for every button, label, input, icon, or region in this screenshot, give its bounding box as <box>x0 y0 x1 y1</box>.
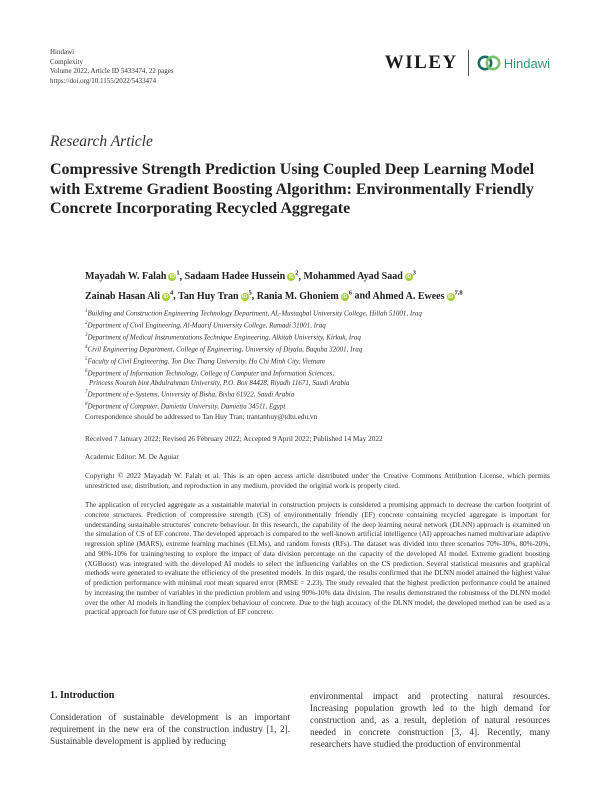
author-affiliation-number: 4 <box>170 289 174 297</box>
meta-volume: Volume 2022, Article ID 5433474, 22 pages <box>50 67 174 75</box>
copyright-notice: Copyright © 2022 Mayadah W. Falah et al. This is an open access article distributed under the Creative Commons Attribution License, which permits unrestricted use, distribution, and reproduction in any medium, provided the original work is properly cited. <box>85 471 550 490</box>
author-affiliation-number: 1 <box>176 270 180 277</box>
author-affiliation-number: 2 <box>295 270 299 277</box>
orcid-icon[interactable]: iD <box>342 293 348 300</box>
hindawi-wordmark: Hindawi <box>503 55 550 71</box>
author-name: Zainab Hasan Ali <box>85 290 161 302</box>
wiley-logo: WILEY <box>384 52 458 73</box>
author-affiliation-number: 7,8 <box>454 289 463 297</box>
affiliation-item <box>85 331 555 343</box>
affiliation-number: 4 <box>85 344 88 350</box>
meta-doi-link[interactable]: https://doi.org/10.1155/2022/5433474 <box>50 76 157 85</box>
author <box>373 291 463 302</box>
brand-logos <box>385 50 550 76</box>
author-name: Ahmed A. Ewees <box>372 290 445 302</box>
author-list <box>85 266 555 305</box>
affiliation-item <box>85 379 555 389</box>
affiliation-item <box>85 355 555 367</box>
author-name: Tan Huy Tran <box>178 290 239 302</box>
affiliation-number: 5 <box>85 356 88 362</box>
author <box>85 271 180 282</box>
publication-dates: Received 7 January 2022; Revised 26 February 2022; Accepted 9 April 2022; Published 14 May 2022 <box>85 434 383 443</box>
author-name: Mohammed Ayad Saad <box>303 271 403 283</box>
correspondence: Correspondence should be addressed to Tan Huy Tran; trantanhuy@tdtu.edu.vn <box>85 412 318 421</box>
affiliation-number: 1 <box>85 309 88 314</box>
brand-divider <box>468 50 469 76</box>
journal-meta <box>50 48 174 86</box>
article-type: Research Article <box>50 133 153 150</box>
author-affiliation-number: 3 <box>412 270 417 277</box>
affiliation-item <box>85 307 555 319</box>
intro-paragraph-right: environmental impact and protecting natural resources. Increasing population growth led to the high demand for construction and, as a result, depletion of natural resources needed in concrete construction [3, 4]. Recently, many researchers have studied the production of environmental <box>310 691 550 750</box>
abstract: The application of recycled aggregate as a sustainable material in construction projects is considered a promising approach to decrease the carbon footprint of concrete structures. Prediction of compressive strength (CS) of environmentally friendly (EF) concrete containing recycled aggregate is important for understanding sustainable structures' concrete behaviour. In this research, the capability of the deep learning neural network (DLNN) approach is examined on the simulation of CS of EF concrete. The developed approach is compared to the well-known artificial intelligence (AI) approaches named multivariate adaptive regression spline (MARS), extreme learning machines (ELMs), and random forests (RFs). The dataset was divided into three scenarios 70%-30%, 80%-20%, and 90%-10% for training/testing to explore the impact of data division percentage on the capacity of the developed AI model. Extreme gradient boosting (XGBoost) was integrated with the developed AI models to select the influencing variables on the CS prediction. Several statistical measures and graphical methods were generated to evaluate the efficiency of the presented models. In this regard, the results confirmed that the DLNN model attained the highest value of prediction performance with minimal root mean squared error (RMSE = 2.23). The study revealed that the highest prediction performance could be attained by increasing the number of variables in the prediction problem and using 90%-10% data division. The results demonstrated the robustness of the DLNN model over the other AI models in handling the complex behaviour of concrete. Due to the high accuracy of the DLNN model, the developed method can be used as a practical approach for future use of CS prediction of EF concrete. <box>85 501 550 617</box>
affiliation-number: 7 <box>85 390 88 396</box>
affiliation-item <box>85 367 555 379</box>
affiliation-number: 3 <box>85 332 88 338</box>
affiliation-text: Faculty of Civil Engineering, Ton Duc Thang University, Ho Chi Minh City, Vietnam <box>87 357 325 366</box>
orcid-icon[interactable]: iD <box>406 274 412 281</box>
author-separator: , <box>179 271 185 283</box>
orcid-icon[interactable]: iD <box>448 293 453 300</box>
hindawi-logo <box>477 53 550 73</box>
affiliation-text: Civil Engineering Department, College of Engineering, University of Diyala, Baquba 32001, Iraq <box>87 345 363 354</box>
affiliation-text: Princess Nourah bint Abdulrahman University, P.O. Box 84428, Riyadh 11671, Saudi Arabia <box>89 378 350 387</box>
author-separator: , <box>298 271 304 283</box>
orcid-icon[interactable]: iD <box>288 274 294 281</box>
meta-publisher: Hindawi <box>50 48 75 56</box>
article-title: Compressive Strength Prediction Using Coupled Deep Learning Model with Extreme Gradient Boosting Algorithm: Environmentally Friendly Concrete Incorporating Recycled Aggregate <box>50 161 535 217</box>
author <box>257 291 352 302</box>
meta-journal: Complexity <box>50 57 84 66</box>
orcid-icon[interactable]: iD <box>163 293 169 300</box>
affiliation-item <box>85 388 555 400</box>
author <box>85 291 173 302</box>
author <box>304 271 417 282</box>
intro-paragraph-left: Consideration of sustainable development is an important requirement in the new era of the construction industry [1, 2]. Sustainable development is applied by reducing <box>50 712 290 747</box>
orcid-icon[interactable]: iD <box>242 293 248 300</box>
affiliation-text: Department of e-Systems, University of Bisha, Bisha 61922, Saudi Arabia <box>87 390 295 399</box>
hindawi-rings-icon <box>477 53 501 73</box>
author-separator: , <box>251 290 257 302</box>
author-separator: and <box>351 290 373 302</box>
affiliation-text: Department of Information Technology, College of Computer and Information Sciences, <box>87 368 334 377</box>
affiliation-list <box>85 307 555 412</box>
author-name: Sadaam Hadee Hussein <box>184 271 286 283</box>
author-name: Rania M. Ghoniem <box>256 290 339 302</box>
affiliation-text: Building and Construction Engineering Technology Department, AL-Mustaqbal University College, Hillah 51001, Iraq <box>87 309 422 318</box>
affiliation-number: 6 <box>85 368 88 374</box>
affiliation-number: 8 <box>85 402 88 408</box>
section-heading-introduction: 1. Introduction <box>50 690 115 701</box>
body-column-right <box>310 690 550 750</box>
author <box>178 291 252 302</box>
author-name: Mayadah W. Falah <box>85 271 167 283</box>
affiliation-text: Department of Medical Instrumentations Technique Engineering, Alkitab University, Kirkuk, Iraq <box>87 333 361 342</box>
author-affiliation-number: 6 <box>348 289 352 297</box>
author-separator: , <box>173 290 179 302</box>
body-column-left <box>50 690 290 747</box>
affiliation-item <box>85 319 555 331</box>
affiliation-item <box>85 400 555 412</box>
academic-editor: Academic Editor: M. De Aguiar <box>85 452 179 461</box>
affiliation-number: 2 <box>85 320 88 326</box>
author <box>185 271 299 282</box>
affiliation-item <box>85 343 555 355</box>
affiliation-text: Department of Civil Engineering, Al-Maarif University College, Ramadi 31001, Iraq <box>87 321 326 330</box>
affiliation-text: Department of Computer, Damietta University, Damietta 34511, Egypt <box>87 402 286 411</box>
orcid-icon[interactable]: iD <box>169 274 175 281</box>
author-affiliation-number: 5 <box>248 289 252 297</box>
